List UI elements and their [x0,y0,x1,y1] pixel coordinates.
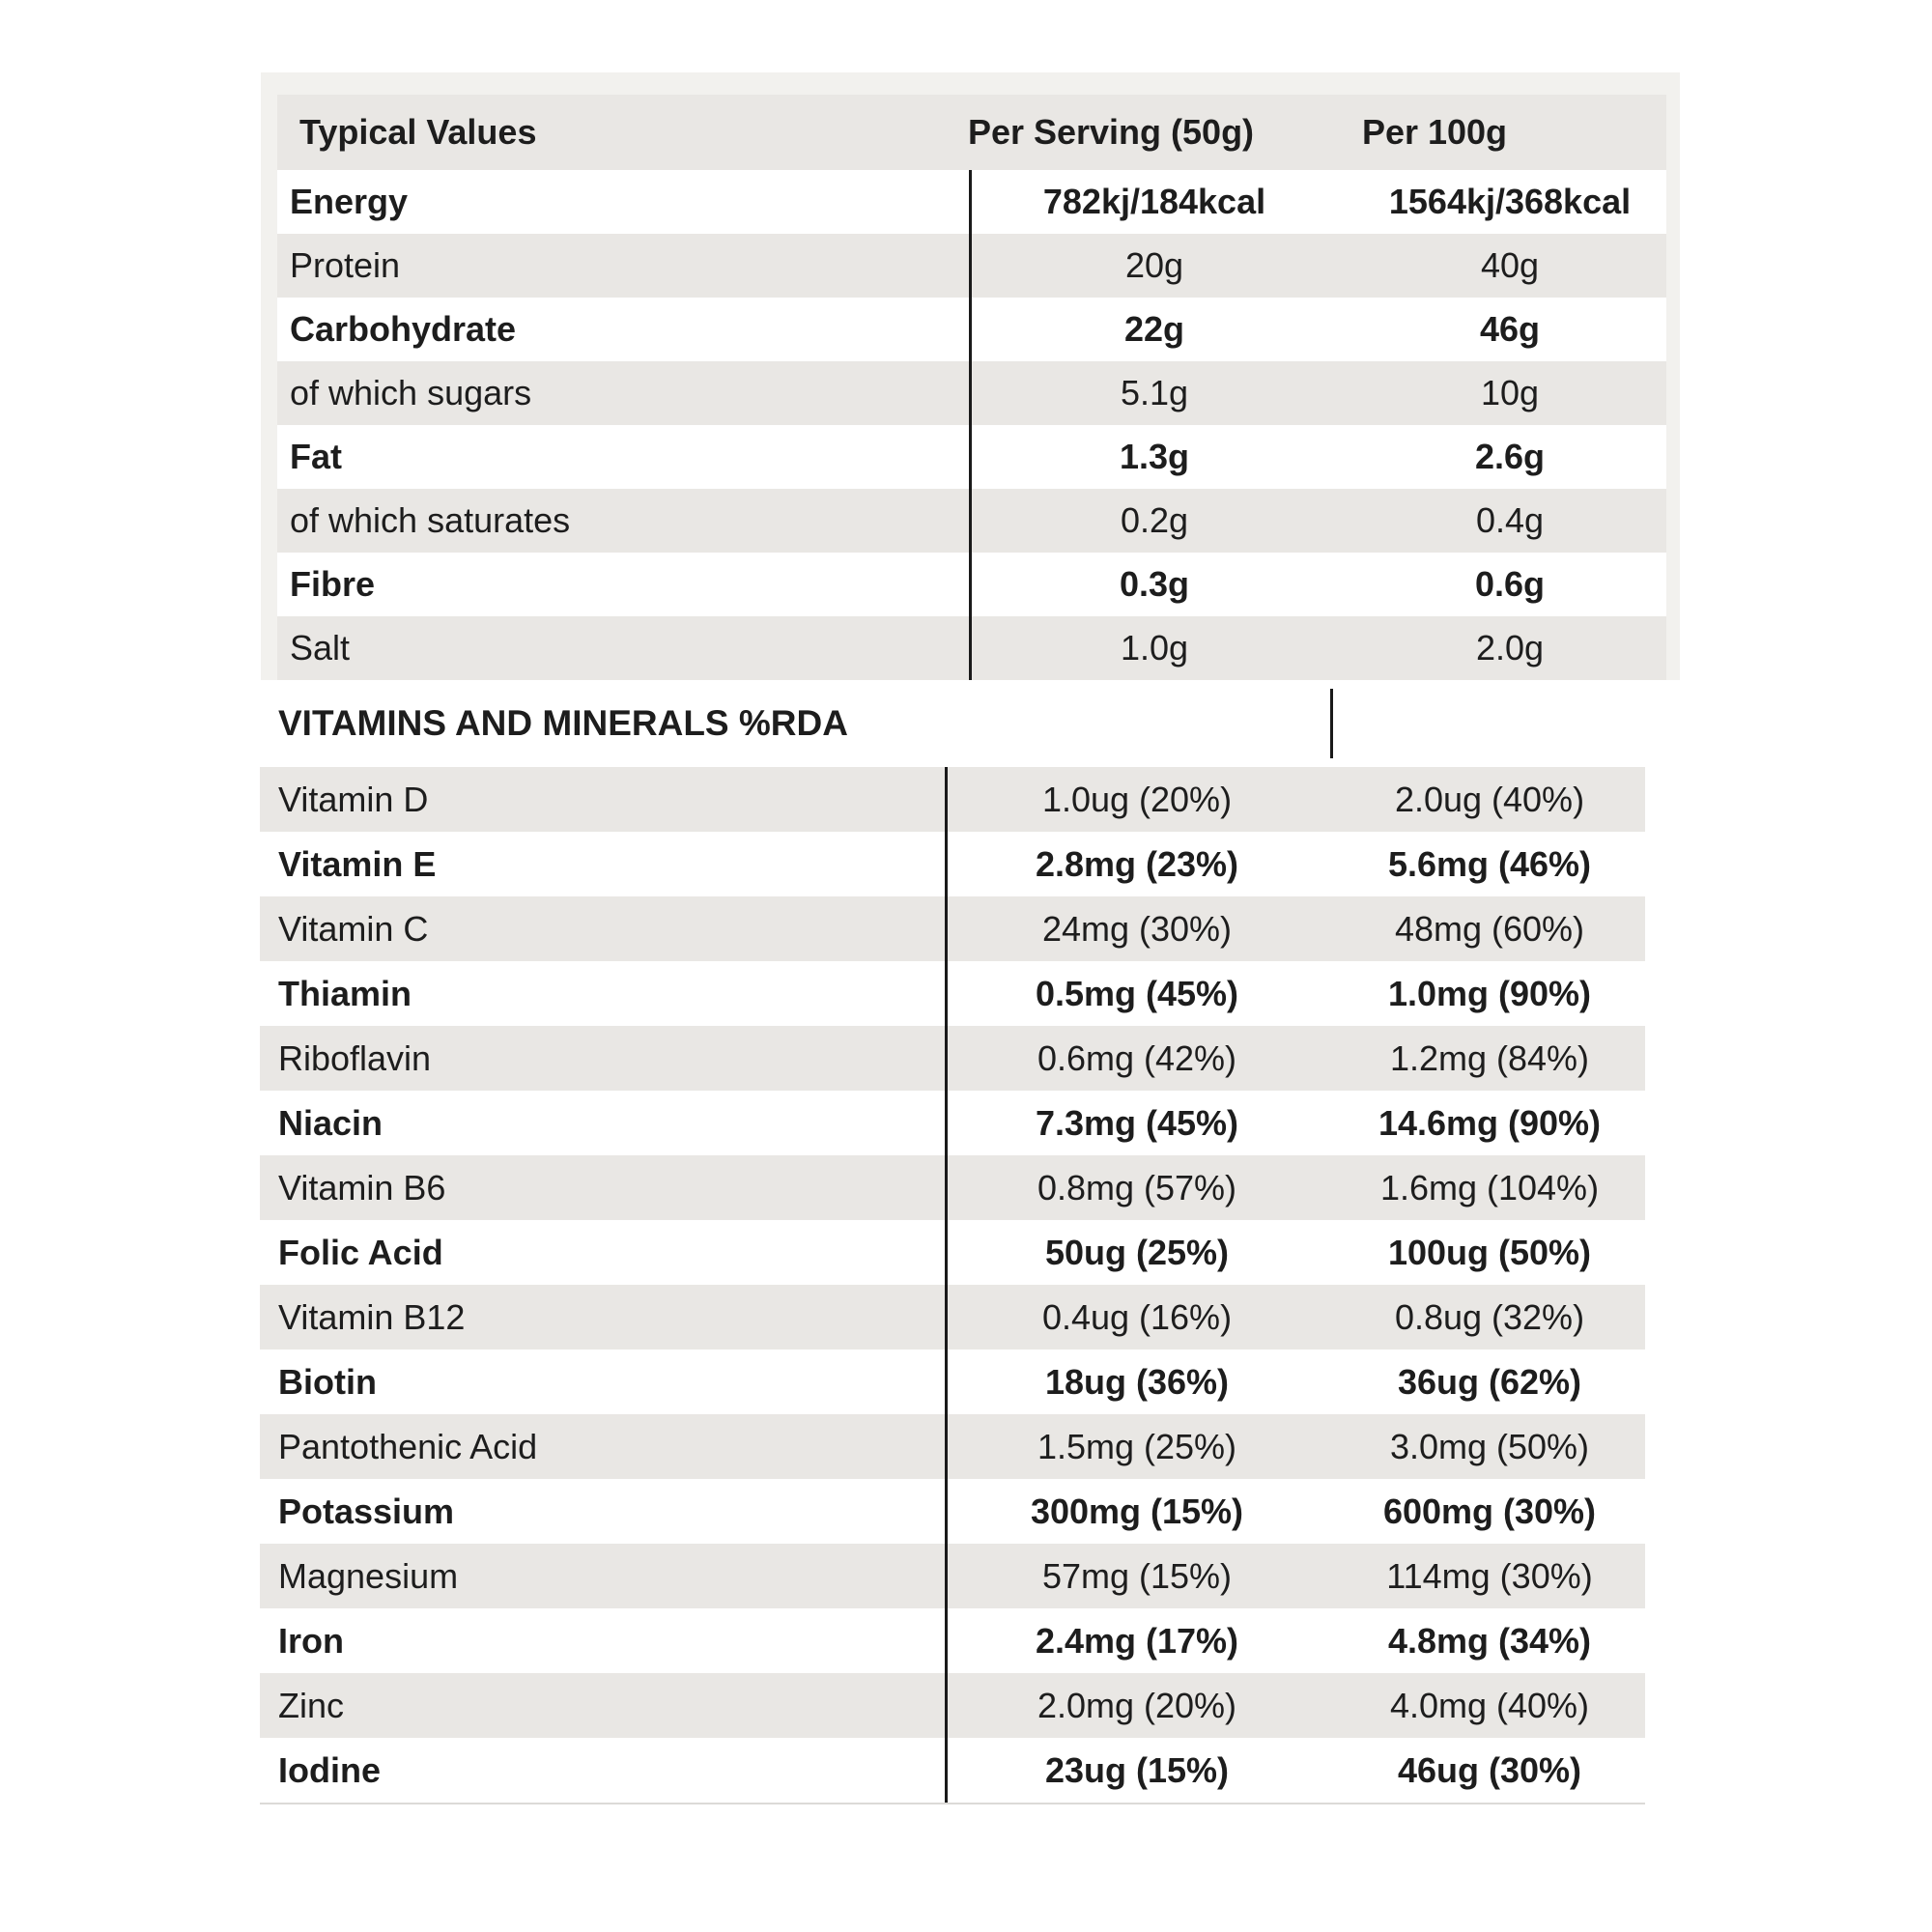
table-row [260,767,1645,832]
row-label: Magnesium [278,1555,459,1596]
row-label: Vitamin C [278,908,429,949]
per-serving-value: 1.0g [1120,628,1189,668]
table-row [260,896,1645,961]
per-100g-value: 1.2mg (84%) [1389,1037,1590,1078]
per-serving-value: 0.3g [1119,564,1190,604]
per-serving-value: 1.3g [1119,437,1190,476]
row-label: Vitamin D [278,779,429,819]
table-row [277,170,1666,234]
per-100g-value: 100ug (50%) [1387,1232,1592,1272]
row-label: Salt [290,628,351,668]
per-serving-value: 0.8mg (57%) [1037,1167,1237,1208]
table-row [260,1026,1645,1091]
per-100g-value: 114mg (30%) [1386,1555,1593,1596]
per-serving-value: 1.5mg (25%) [1037,1426,1237,1466]
row-label: Vitamin B12 [278,1296,466,1337]
per-100g-value: 1.0mg (90%) [1387,973,1592,1013]
per-serving-value: 22g [1123,309,1185,349]
row-label: Fibre [290,564,376,604]
per-100g-value: 4.8mg (34%) [1387,1620,1592,1661]
table-row [277,425,1666,489]
row-label: Thiamin [278,973,412,1013]
per-serving-value: 20g [1124,245,1184,285]
table-row [277,489,1666,553]
per-100g-value: 5.6mg (46%) [1387,843,1592,884]
row-label: Biotin [278,1361,377,1402]
per-100g-value: 14.6mg (90%) [1378,1102,1602,1143]
row-label: Fat [290,437,342,476]
table-row [260,1350,1645,1414]
per-serving-value: 0.6mg (42%) [1037,1037,1237,1078]
per-100g-value: 1.6mg (104%) [1379,1167,1600,1208]
vitamins-minerals-table [260,680,1645,1804]
table-row [260,1285,1645,1350]
row-label: Zinc [278,1685,345,1725]
per-serving-value: 2.4mg (17%) [1035,1620,1239,1661]
per-serving-value: 300mg (15%) [1030,1491,1244,1531]
per-100g-value: 3.0mg (50%) [1389,1426,1590,1466]
typical-values-title: Typical Values [299,112,537,152]
per-serving-value: 50ug (25%) [1044,1232,1230,1272]
table-row [277,298,1666,361]
per-100g-value: 2.0ug (40%) [1394,779,1585,819]
table-row [277,361,1666,425]
per-serving-column-header: Per Serving (50g) [967,112,1255,152]
row-label: Protein [290,245,401,285]
row-label: Vitamin E [278,843,437,884]
per-100g-value: 600mg (30%) [1382,1491,1597,1531]
table-row [260,1220,1645,1285]
vitamins-minerals-header-row [260,680,1645,767]
per-100g-column-header: Per 100g [1361,112,1508,152]
per-serving-value: 0.4ug (16%) [1041,1296,1233,1337]
per-serving-value: 2.0mg (20%) [1037,1685,1237,1725]
table-row [260,1738,1645,1803]
table-row [260,1091,1645,1155]
table-row [260,1608,1645,1673]
row-label: Pantothenic Acid [278,1426,538,1466]
vitamins-header-divider-line [1330,689,1333,758]
typical-values-table [277,95,1666,680]
row-label: Riboflavin [278,1037,432,1078]
per-100g-value: 2.0g [1475,628,1545,668]
table-row [277,553,1666,616]
vitamins-minerals-title: VITAMINS AND MINERALS %RDA [278,703,848,743]
per-100g-value: 0.4g [1475,500,1545,540]
row-label: Potassium [278,1491,455,1531]
row-label: Folic Acid [278,1232,443,1272]
row-label: Carbohydrate [290,309,517,349]
per-serving-value: 782kj/184kcal [1042,182,1266,221]
row-label: Iodine [278,1749,381,1790]
per-100g-value: 2.6g [1474,437,1546,476]
typical-values-header-row [277,95,1666,170]
per-serving-value: 0.5mg (45%) [1035,973,1239,1013]
per-100g-value: 48mg (60%) [1394,908,1585,949]
per-serving-value: 23ug (15%) [1044,1749,1230,1790]
typical-values-rows [277,170,1666,680]
table-row [260,1155,1645,1220]
vitamins-column-divider-line [945,767,948,1803]
row-label: of which sugars [290,373,532,412]
per-100g-value: 46ug (30%) [1397,1749,1582,1790]
per-100g-value: 46g [1479,309,1541,349]
per-100g-value: 10g [1480,373,1540,412]
row-label: of which saturates [290,500,571,540]
table-row [260,832,1645,896]
per-100g-value: 0.6g [1474,564,1546,604]
table-row [260,1479,1645,1544]
table-row [277,616,1666,680]
table-row [260,1673,1645,1738]
table-row [260,1414,1645,1479]
table-row [277,234,1666,298]
row-label: Vitamin B6 [278,1167,446,1208]
row-label: Niacin [278,1102,384,1143]
per-serving-value: 2.8mg (23%) [1035,843,1239,884]
per-serving-value: 18ug (36%) [1044,1361,1230,1402]
per-serving-value: 5.1g [1120,373,1189,412]
per-100g-value: 0.8ug (32%) [1394,1296,1585,1337]
per-serving-value: 7.3mg (45%) [1035,1102,1239,1143]
per-serving-value: 24mg (30%) [1041,908,1233,949]
per-serving-value: 1.0ug (20%) [1041,779,1233,819]
table-row [260,961,1645,1026]
row-label: Energy [290,182,409,221]
row-label: Iron [278,1620,344,1661]
vitamins-minerals-rows [260,767,1645,1803]
typical-values-column-divider-line [969,170,972,680]
per-100g-value: 40g [1480,245,1540,285]
per-serving-value: 0.2g [1120,500,1189,540]
per-100g-value: 4.0mg (40%) [1389,1685,1590,1725]
per-100g-value: 36ug (62%) [1397,1361,1582,1402]
per-serving-value: 57mg (15%) [1041,1555,1233,1596]
table-row [260,1544,1645,1608]
per-100g-value: 1564kj/368kcal [1388,182,1632,221]
